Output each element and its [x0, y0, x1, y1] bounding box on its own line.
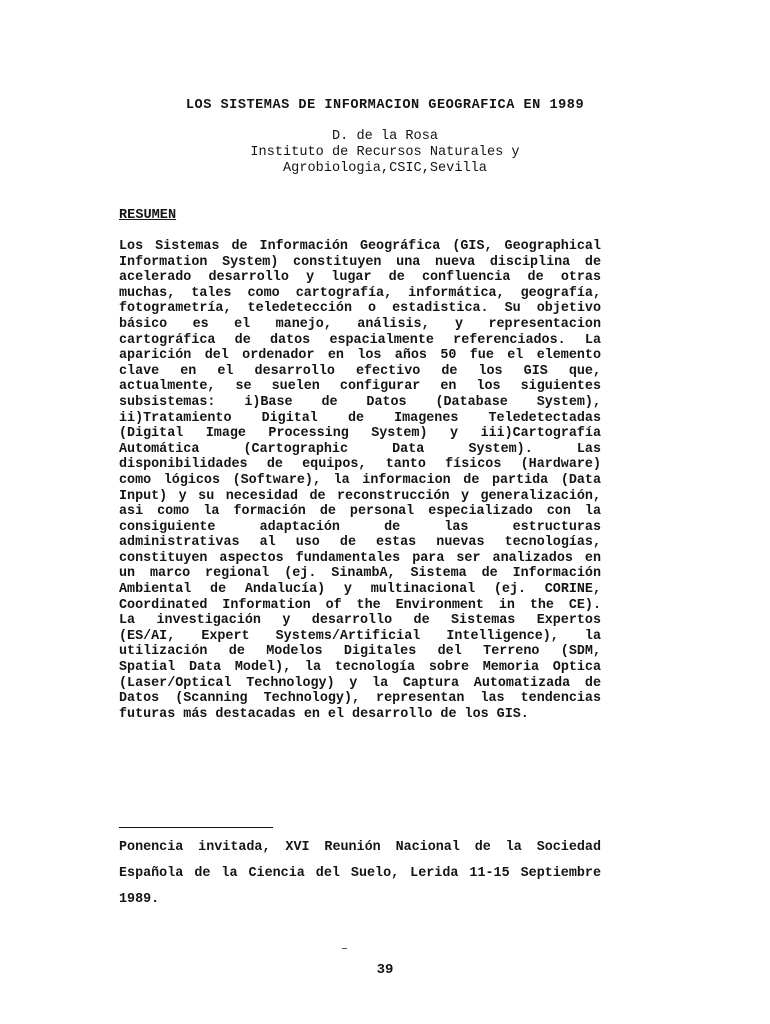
- abstract-line: Los Sistemas de Información Geográfica (GIS, Geographical: [119, 239, 601, 254]
- abstract-line: (Laser/Optical Technology) y la Captura Automatizada de: [119, 675, 601, 691]
- abstract-line: acelerado desarrollo y lugar de confluencia de otras: [119, 270, 601, 286]
- author-block: [0, 129, 770, 177]
- section-heading: RESUMEN: [119, 208, 177, 223]
- abstract-line: asi como la formación de personal especializado con la: [119, 504, 601, 520]
- abstract-line: (ES/AI, Expert Systems/Artificial Intelligence), la: [119, 628, 601, 644]
- page-mark: [342, 948, 347, 949]
- abstract-line: clave en el desarrollo efectivo de los GIS que,: [119, 363, 601, 379]
- abstract-line: constituyen aspectos fundamentales para ser analizados en: [119, 550, 601, 566]
- abstract-body: [119, 239, 601, 722]
- abstract-line: Ambiental de Andalucía) y multinacional (ej. CORINE,: [119, 582, 601, 598]
- abstract-line: básico es el manejo, análisis, y representacion: [119, 316, 601, 332]
- author-affiliation-line2: Agrobiologia,CSIC,Sevilla: [283, 161, 487, 176]
- footnote-line: 1989.: [119, 892, 160, 907]
- abstract-line: aparición del ordenador en los años 50 fue el elemento: [119, 348, 601, 364]
- footnote: [119, 835, 601, 913]
- page-number: 39: [376, 962, 394, 978]
- abstract-line: como lógicos (Software), la informacion de partida (Data: [119, 472, 601, 488]
- abstract-line: actualmente, se suelen configurar en los siguientes: [119, 379, 601, 395]
- author-name: D. de la Rosa: [331, 129, 439, 144]
- abstract-line: fotogrametría, teledetección o estadistica. Su objetivo: [119, 301, 601, 317]
- abstract-line: Spatial Data Model), la tecnología sobre Memoria Optica: [119, 660, 601, 676]
- abstract-line: Coordinated Information of the Environment in the CE).: [119, 597, 601, 613]
- abstract-line: un marco regional (ej. SinambA, Sistema de Información: [119, 566, 601, 582]
- abstract-line: utilización de Modelos Digitales del Terreno (SDM,: [119, 644, 601, 660]
- abstract-line: Automática (Cartographic Data System). Las: [119, 441, 601, 457]
- abstract-line: La investigación y desarrollo de Sistemas Expertos: [119, 613, 601, 629]
- abstract-line: administrativas al uso de estas nuevas tecnologías,: [119, 535, 601, 551]
- abstract-line: ii)Tratamiento Digital de Imagenes Teledetectadas: [119, 410, 601, 426]
- abstract-line: muchas, tales como cartografía, informática, geografía,: [119, 285, 601, 301]
- abstract-line: Input) y su necesidad de reconstrucción y generalización,: [119, 488, 601, 504]
- abstract-line: cartográfica de datos espacialmente referenciados. La: [119, 332, 601, 348]
- footnote-rule: [119, 827, 273, 828]
- paper-title: LOS SISTEMAS DE INFORMACION GEOGRAFICA EN 1989: [185, 98, 585, 113]
- abstract-line: Datos (Scanning Technology), representan las tendencias: [119, 691, 601, 707]
- abstract-line: consiguiente adaptación de las estructuras: [119, 519, 601, 535]
- author-affiliation-line1: Instituto de Recursos Naturales y: [250, 145, 520, 160]
- abstract-line: disponibilidades de equipos, tanto físicos (Hardware): [119, 457, 601, 473]
- abstract-line: (Digital Image Processing System) y iii)Cartografía: [119, 426, 601, 442]
- footnote-line: Ponencia invitada, XVI Reunión Nacional de la Sociedad: [119, 840, 601, 855]
- footnote-line: Española de la Ciencia del Suelo, Lerida 11-15 Septiembre: [119, 866, 601, 881]
- abstract-line: Information System) constituyen una nueva disciplina de: [119, 254, 601, 270]
- abstract-line: subsistemas: i)Base de Datos (Database System),: [119, 394, 601, 410]
- abstract-line: futuras más destacadas en el desarrollo de los GIS.: [119, 706, 529, 722]
